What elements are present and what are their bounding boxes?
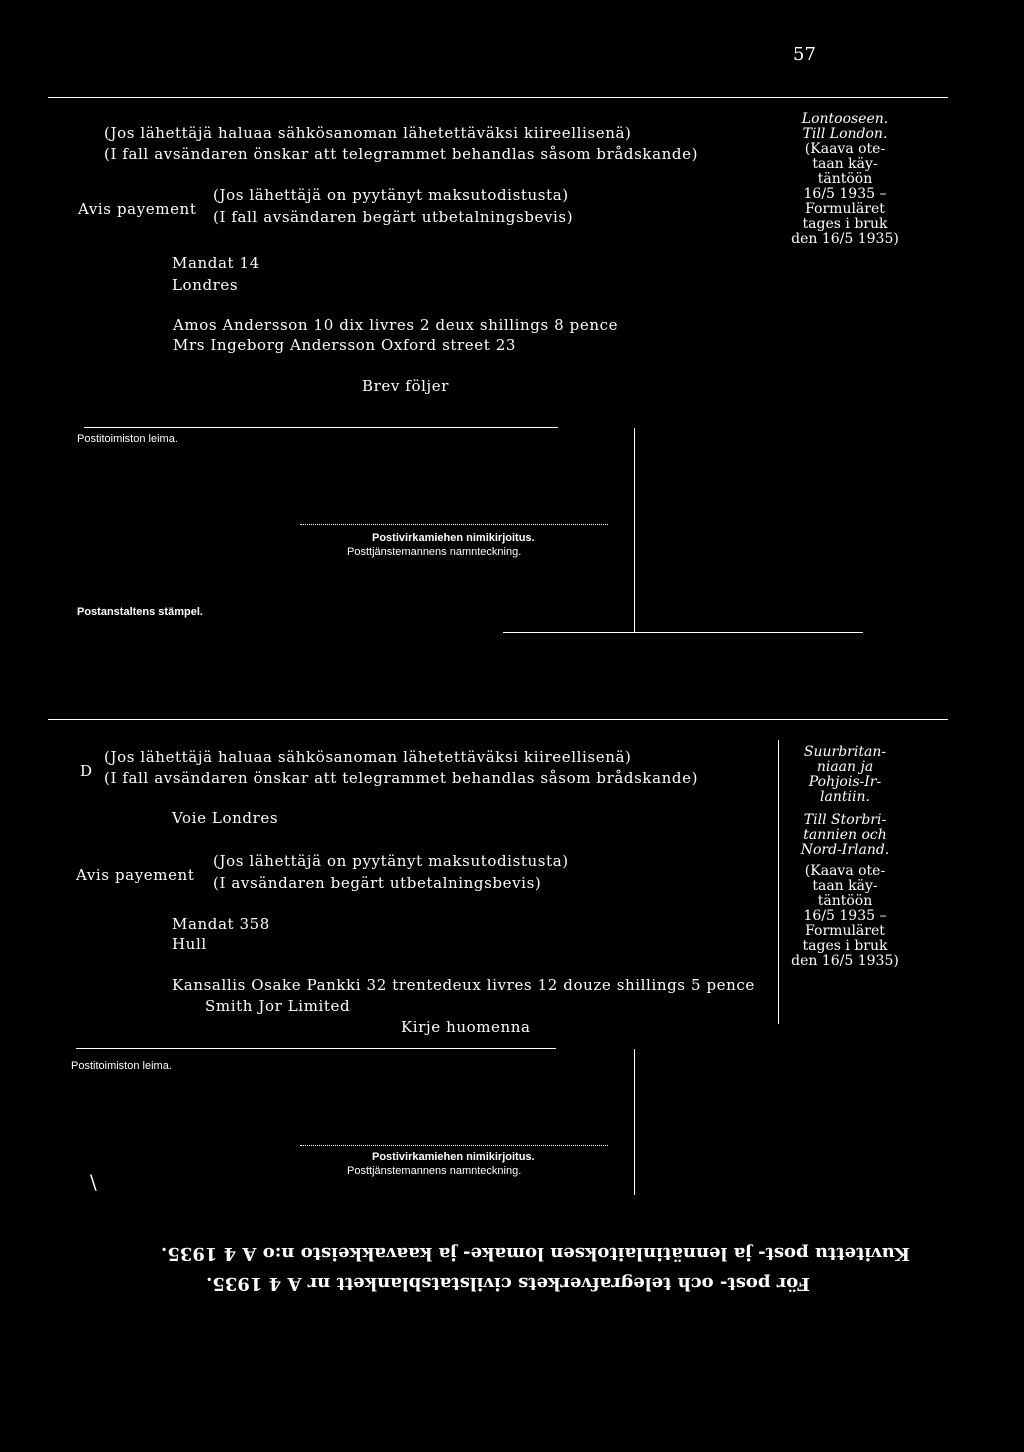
- form2-stamp-rule: [76, 1048, 556, 1049]
- form2-signature-line: [300, 1145, 608, 1146]
- form2-mandat: Mandat 358: [172, 915, 270, 933]
- form1-stamp-divider: [634, 428, 635, 632]
- form1-body-line1: Amos Andersson 10 dix livres 2 deux shillings 8 pence: [173, 316, 619, 334]
- form2-side-line2: niaan ja: [816, 759, 874, 775]
- form2-backslash: \: [90, 1170, 97, 1194]
- form2-side-line8: (Kaava ote-: [804, 863, 886, 879]
- form2-side-line4: lantiin.: [820, 789, 870, 805]
- form2-urgent-sv: (I fall avsändaren önskar att telegrammet behandlas såsom brådskande): [104, 769, 699, 787]
- form1-destination: Londres: [172, 276, 239, 294]
- form2-side-line3: Pohjois-Ir-: [808, 774, 882, 790]
- form1-side-line2: Till London.: [802, 126, 888, 142]
- form2-urgent-fi: (Jos lähettäjä haluaa sähkösanoman lähetettäväksi kiireellisenä): [104, 748, 632, 766]
- form1-side-line4: taan käy-: [812, 156, 878, 172]
- form1-side-line9: den 16/5 1935): [791, 231, 899, 247]
- form2-top-rule: [48, 719, 948, 720]
- form1-signature-line: [300, 524, 608, 525]
- form1-signature-fi: Postivirkamiehen nimikirjoitus.: [372, 532, 535, 544]
- form1-side-line5: täntöön: [817, 171, 873, 187]
- form2-destination: Hull: [172, 935, 207, 953]
- form2-avis-sv: (I avsändaren begärt utbetalningsbevis): [213, 874, 542, 892]
- form1-avis-label: Avis payement: [78, 200, 197, 218]
- footer: [70, 1238, 910, 1298]
- form2-signature-sv: Posttjänstemannens namnteckning.: [347, 1165, 522, 1177]
- form1-mandat: Mandat 14: [172, 254, 260, 272]
- form1-body-line2: Mrs Ingeborg Andersson Oxford street 23: [173, 336, 517, 354]
- form1-stamp-sv: Postanstaltens stämpel.: [77, 606, 203, 618]
- form2-signature-fi: Postivirkamiehen nimikirjoitus.: [372, 1151, 535, 1163]
- footer-line1: För post- och telegrafverkets civilstatsblankett nr A 4 1935.: [206, 1273, 810, 1294]
- form1-side-line1: Lontooseen.: [801, 111, 889, 127]
- form2-side-line13: tages i bruk: [802, 938, 888, 954]
- form1-bottom-stub: [503, 632, 863, 633]
- form2-side-line9: taan käy-: [812, 878, 878, 894]
- form1-side-note: [775, 112, 915, 247]
- footer-line2: Kuvitettu post- ja lennätinlaitoksen lomake- ja kaavakkeisto n:o A 4 1935.: [161, 1243, 910, 1264]
- form2-side-line6: tannien och: [803, 827, 887, 843]
- form2-side-line7: Nord-Irland.: [800, 842, 890, 858]
- form2-stamp-fi: Postitoimiston leima.: [71, 1060, 172, 1072]
- form1-signature-sv: Posttjänstemannens namnteckning.: [347, 546, 522, 558]
- form2-side-line5: Till Storbri-: [803, 812, 887, 828]
- form1-stamp-rule: [84, 427, 558, 428]
- form1-side-line7: Formuläret: [805, 201, 885, 217]
- form2-letter: D: [80, 762, 93, 780]
- form1-side-line6: 16/5 1935 –: [803, 186, 887, 202]
- form2-body-line3: Kirje huomenna: [401, 1018, 531, 1036]
- form2-stamp-divider: [634, 1049, 635, 1195]
- form1-side-line8: tages i bruk: [802, 216, 888, 232]
- form2-body-line1: Kansallis Osake Pankki 32 trentedeux livres 12 douze shillings 5 pence: [172, 976, 755, 994]
- form1-urgent-sv: (I fall avsändaren önskar att telegrammet behandlas såsom brådskande): [104, 145, 699, 163]
- form2-side-line12: Formuläret: [805, 923, 885, 939]
- page-number: 57: [793, 44, 816, 65]
- form2-body-line2: Smith Jor Limited: [205, 997, 351, 1015]
- form2-side-line10: täntöön: [817, 893, 873, 909]
- form1-avis-fi: (Jos lähettäjä on pyytänyt maksutodistusta): [213, 186, 569, 204]
- form1-urgent-fi: (Jos lähettäjä haluaa sähkösanoman lähetettäväksi kiireellisenä): [104, 124, 632, 142]
- form2-avis-fi: (Jos lähettäjä on pyytänyt maksutodistusta): [213, 852, 569, 870]
- form1-stamp-fi: Postitoimiston leima.: [77, 433, 178, 445]
- form2-side-note: [775, 745, 915, 969]
- form2-voie: Voie Londres: [172, 809, 279, 827]
- form2-side-line11: 16/5 1935 –: [803, 908, 887, 924]
- form1-avis-sv: (I fall avsändaren begärt utbetalningsbevis): [213, 208, 574, 226]
- form2-avis-label: Avis payement: [76, 866, 195, 884]
- form1-body-line3: Brev följer: [362, 377, 449, 395]
- form1-side-line3: (Kaava ote-: [804, 141, 886, 157]
- form2-side-line1: Suurbritan-: [803, 744, 887, 760]
- form1-top-rule: [48, 97, 948, 98]
- form2-side-line14: den 16/5 1935): [791, 953, 899, 969]
